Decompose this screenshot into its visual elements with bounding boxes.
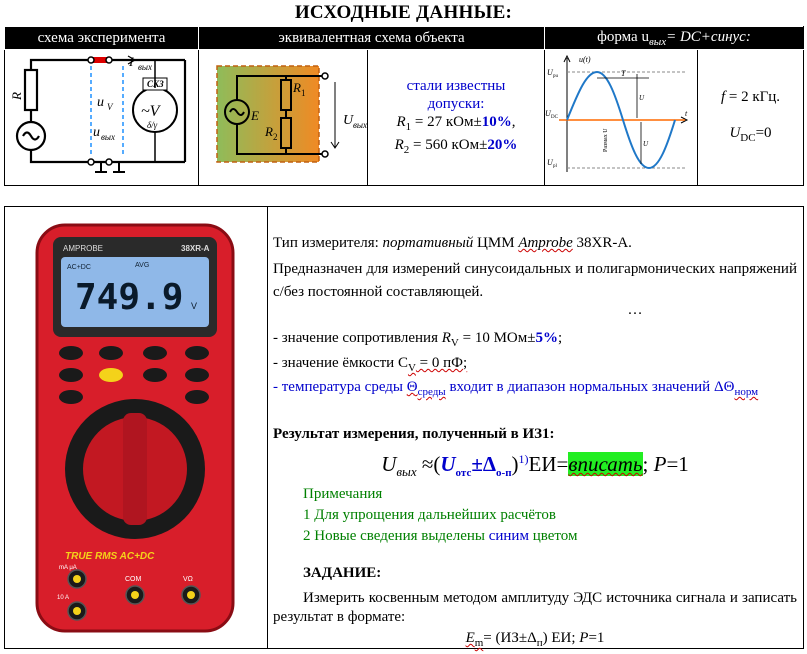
tolerances-cell: [368, 50, 545, 186]
meter-photo: [5, 207, 268, 648]
final-format: $E_m= (ИЗ\pm\Delta_п)$ ЕИ; P=1: [465, 630, 605, 649]
measurement-formula: $U_{вых}$ $\approx(U_{отс}\pm\Delta_{о-п})^{1)}ЕИ=вписать$; P=1: [381, 452, 689, 480]
svg-text:U: U: [643, 140, 649, 148]
meter-type: Тип измерителя: портативный ЦММ Amprobe 38XR-A.: [273, 235, 632, 251]
note-1: 1 Для упрощения дальнейших расчётов: [303, 507, 557, 523]
svg-text:AMPROBE: AMPROBE: [63, 244, 104, 253]
meter-section: [4, 206, 804, 649]
experiment-scheme-cell: [5, 50, 199, 186]
params-cell: [698, 50, 804, 186]
svg-text:TRUE RMS AC+DC: TRUE RMS AC+DC: [65, 551, 155, 562]
svg-text:вых: вых: [101, 132, 115, 142]
svg-text:U: U: [547, 158, 553, 167]
svg-text:T: T: [621, 69, 626, 78]
display-reading: 749.9: [75, 277, 184, 318]
source-data-table: [4, 26, 804, 186]
svg-text:u: u: [93, 125, 100, 140]
svg-text:δ/γ: δ/γ: [147, 120, 158, 130]
frequency-value: f = 2 кГц.: [720, 89, 781, 105]
notes-title: Примечания: [303, 486, 383, 502]
svg-text:COM: COM: [125, 576, 142, 583]
waveform-cell: [545, 50, 698, 186]
experiment-circuit-diagram: [5, 50, 198, 180]
svg-text:mA μA: mA μA: [59, 565, 77, 571]
svg-text:E: E: [251, 108, 259, 123]
header-equivalent-scheme: эквивалентная схема объекта: [199, 27, 545, 50]
temperature-spec: - температура среды $\Theta_{среды}$ входит в диапазон нормальных значений $\Delta\Theta_{норм}$: [273, 379, 759, 398]
svg-text:DC: DC: [551, 115, 558, 120]
result-label: Результат измерения, полученный в ИЗ1:: [273, 426, 555, 442]
resistance-spec: - значение сопротивления $R_V = 10$ МОм±5%;: [273, 330, 563, 349]
equivalent-circuit-diagram: [199, 50, 367, 180]
svg-text:u(t): u(t): [579, 55, 591, 64]
header-waveform: форма $u_{вых}=$ DC+синус:: [545, 27, 804, 50]
meter-purpose: Предназначен для измерений синусоидальных и полигармонических напряжений с/без постоянной составляющей.: [273, 261, 797, 300]
meter-info: Тип измерителя: портативный ЦММ Amprobe 38XR-A. Предназначен для измерений синусоидальных и полигармонических напряжений с/без постоянной составляющей. … - значение сопротивления $R_V = 10$ МОм±5%; - значение ёмкости $С_V = 0$ пФ; - температура среды $\Theta_{среды}$ входит в диапазон нормальных значений $\Delta\Theta_{норм}$ Результат измерения, полученный в ИЗ1: $U_{вых}$ $\approx(U_{отс}\pm\Delta_{о-п})^{1)}ЕИ=вписать$; P=1 Примечания 1 Для упрощения дальнейших расчётов 2 Новые сведения выделены синим цветом ЗАДАНИЕ: Измерить косвенным методом амплитуду ЭДС источника сигнала и записать результат в формате: $E_m= (ИЗ\pm\Delta_п)$ ЕИ; P=1: [273, 207, 797, 648]
tolerances-intro: стали известны допуски:: [406, 77, 506, 112]
svg-text:вых: вых: [353, 120, 367, 130]
svg-text:AVG: AVG: [135, 262, 150, 269]
capacitance-spec: - значение ёмкости $С_V = 0$ пФ;: [273, 355, 468, 374]
svg-text:U: U: [639, 94, 645, 102]
svg-text:2: 2: [273, 132, 278, 142]
svg-text:1: 1: [301, 88, 306, 98]
svg-text:pl: pl: [553, 164, 557, 169]
svg-text:V: V: [191, 301, 198, 311]
task-text: Измерить косвенным методом амплитуду ЭДС источника сигнала и записать результат в формате:: [273, 590, 797, 625]
svg-text:вых: вых: [138, 62, 152, 72]
r1-tolerance: $R_1 = 27$ кОм±10%,: [396, 113, 516, 133]
waveform-diagram: [545, 50, 697, 180]
svg-text:t: t: [685, 109, 688, 118]
header-experiment-scheme: схема эксперимента: [5, 27, 199, 50]
svg-text:VΩ: VΩ: [183, 576, 193, 583]
multimeter-image: [5, 207, 267, 648]
svg-text:R: R: [9, 92, 24, 100]
fill-in-field[interactable]: вписать: [568, 452, 643, 476]
svg-text:pu: pu: [553, 74, 558, 79]
svg-text:10 A: 10 A: [57, 595, 70, 601]
svg-text:AC+DC: AC+DC: [67, 264, 91, 271]
svg-text:R: R: [265, 124, 273, 139]
svg-text:U: U: [545, 109, 551, 118]
svg-text:V: V: [107, 102, 113, 112]
svg-text:U: U: [343, 113, 354, 128]
svg-text:СКЗ: СКЗ: [147, 79, 164, 89]
current-label: I: [129, 54, 134, 69]
svg-text:38XR-A: 38XR-A: [181, 244, 210, 253]
svg-text:R: R: [293, 80, 301, 95]
note-2: 2 Новые сведения выделены синим цветом: [303, 528, 578, 544]
svg-text:U: U: [547, 68, 553, 77]
svg-text:u: u: [97, 95, 104, 110]
r2-tolerance: $R_2 = 560$ кОм±20%: [394, 136, 518, 156]
page-title: ИСХОДНЫЕ ДАННЫЕ:: [294, 2, 513, 23]
equivalent-scheme-cell: [199, 50, 368, 186]
svg-text:~V: ~V: [141, 103, 160, 120]
svg-text:Размах U: Размах U: [603, 128, 609, 152]
task-title: ЗАДАНИЕ:: [303, 565, 382, 581]
udc-value: $U_{DC}=0$: [729, 125, 772, 144]
